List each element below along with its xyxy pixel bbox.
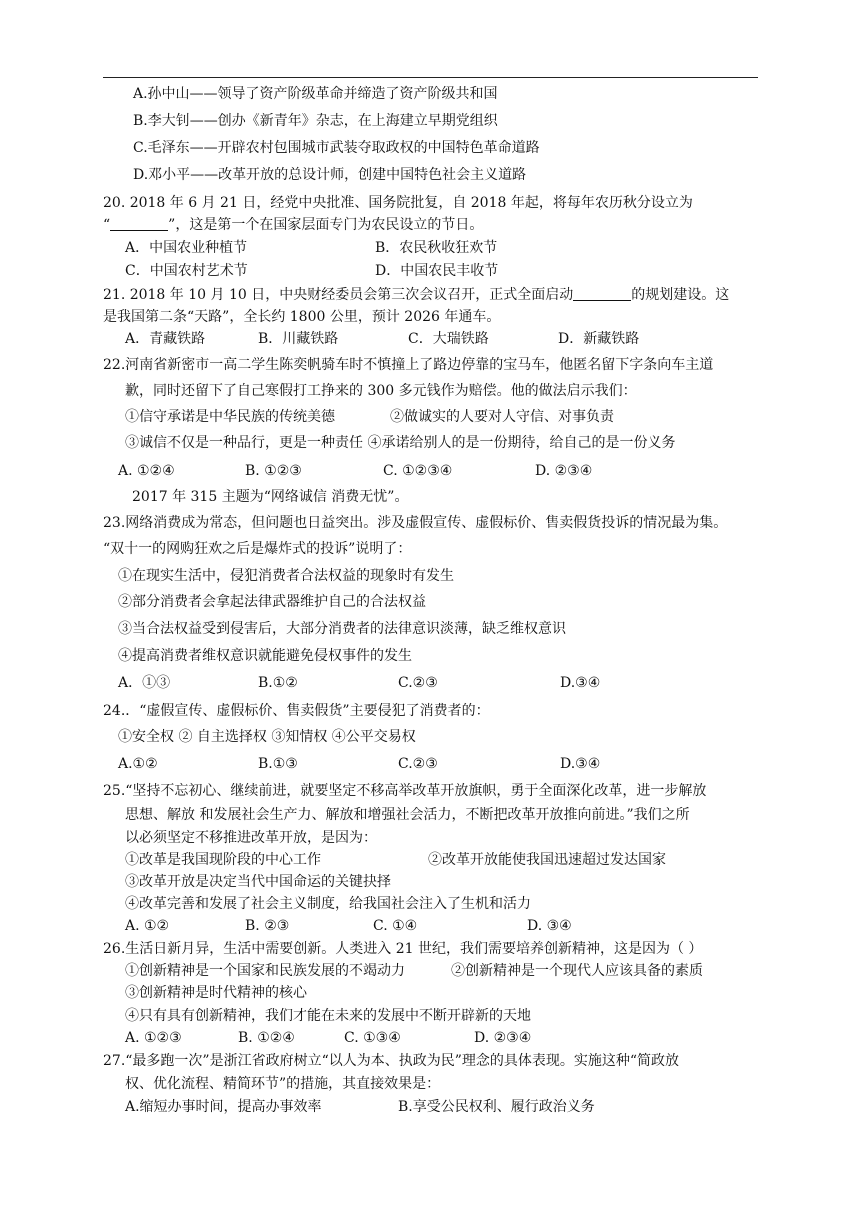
q26-stem: 26.生活日新月异，生活中需要创新。人类进入 21 世纪，我们需要培养创新精神，这是因为（ ） (103, 941, 703, 957)
q22-stem-line1: 22.河南省新密市一高二学生陈奕帆骑车时不慎撞上了路边停靠的宝马车，他匿名留下字条向车主道 (103, 357, 714, 373)
q23-option-a: A．①③ (118, 675, 171, 691)
q26-option-b: B. ①②④ (238, 1030, 295, 1046)
q22-note: 2017 年 315 主题为“网络诚信 消费无忧”。 (132, 489, 409, 505)
q27-option-a: A.缩短办事时间，提高办事效率 (125, 1099, 322, 1115)
q27-stem-line1: 27.“最多跑一次”是浙江省政府树立“以人为本、执政为民”理念的具体表现。实施这种“简政放 (103, 1053, 680, 1069)
q24-option-c: C.②③ (398, 756, 438, 772)
q21-option-c: C．大瑞铁路 (408, 331, 489, 347)
q27-option-b: B.享受公民权利、履行政治义务 (398, 1099, 595, 1115)
q23-option-c: C.②③ (398, 675, 438, 691)
q25-statement-1: ①改革是我国现阶段的中心工作 (125, 852, 321, 868)
q20-option-a: A．中国农业种植节 (125, 240, 248, 256)
q23-stem-line1: 23.网络消费成为常态，但问题也日益突出。涉及虚假宣传、虚假标价、售卖假货投诉的情况最为集。 (103, 515, 728, 531)
q22-option-b: B. ①②③ (245, 463, 302, 479)
q24-option-d: D.③④ (560, 756, 601, 772)
q22-statement-3-4: ③诚信不仅是一种品行，更是一种责任 ④承诺给别人的是一份期待，给自己的是一份义务 (125, 435, 676, 451)
q21-stem-part2: 的规划建设。这 (631, 287, 730, 303)
q26-option-a: A. ①②③ (125, 1030, 182, 1046)
q19-option-c: C.毛泽东——开辟农村包围城市武装夺取政权的中国特色革命道路 (133, 140, 540, 156)
q26-statement-4: ④只有具有创新精神，我们才能在未来的发展中不断开辟新的天地 (125, 1008, 531, 1024)
q21-option-d: D．新藏铁路 (558, 331, 640, 347)
q23-option-d: D.③④ (560, 675, 601, 691)
q23-statement-1: ①在现实生活中，侵犯消费者合法权益的现象时有发生 (118, 568, 454, 584)
q22-statement-2: ②做诚实的人要对人守信、对事负责 (390, 409, 614, 425)
q25-statement-2: ②改革开放能使我国迅速超过发达国家 (428, 852, 666, 868)
q25-option-d: D. ③④ (527, 918, 572, 934)
q21-stem-line2: 是我国第二条“天路”，全长约 1800 公里，预计 2026 年通车。 (103, 309, 501, 325)
q20-stem-line1: 20. 2018 年 6 月 21 日，经党中央批准、国务院批复，自 2018 年起，将每年农历秋分设立为 (103, 195, 693, 211)
q20-open-quote: “ (103, 217, 111, 233)
q24-option-b: B.①③ (258, 756, 298, 772)
q26-statement-3: ③创新精神是时代精神的核心 (125, 985, 307, 1001)
q23-stem-line2: “双十一的网购狂欢之后是爆炸式的投诉”说明了： (103, 541, 412, 557)
q25-statement-4: ④改革完善和发展了社会主义制度，给我国社会注入了生机和活力 (125, 896, 531, 912)
q25-option-a: A. ①② (125, 918, 170, 934)
q23-statement-4: ④提高消费者维权意识就能避免侵权事件的发生 (118, 648, 412, 664)
q25-option-c: C. ①④ (373, 918, 418, 934)
q24-stem: 24.．“虚假宣传、虚假标价、售卖假货”主要侵犯了消费者的： (103, 703, 490, 719)
q20-option-b: B．农民秋收狂欢节 (375, 240, 498, 256)
q21-option-a: A．青藏铁路 (125, 331, 206, 347)
q19-option-a: A.孙中山——领导了资产阶级革命并缔造了资产阶级共和国 (133, 86, 498, 102)
q26-statement-1: ①创新精神是一个国家和民族发展的不竭动力 (125, 963, 405, 979)
q25-option-b: B. ②③ (245, 918, 290, 934)
q26-option-d: D. ②③④ (474, 1030, 532, 1046)
q23-option-b: B.①② (258, 675, 298, 691)
q24-option-a: A.①② (118, 756, 158, 772)
q25-stem-line2: 思想、解放 和发展社会生产力、解放和增强社会活力，不断把改革开放推向前进。”我们之所 (125, 807, 690, 823)
q19-option-b: B.李大钊——创办《新青年》杂志，在上海建立早期党组织 (133, 113, 498, 129)
q21-stem-part1: 21. 2018 年 10 月 10 日，中央财经委员会第三次会议召开，正式全面启动 (103, 287, 574, 303)
q22-stem-line2: 歉，同时还留下了自己寒假打工挣来的 300 多元钱作为赔偿。他的做法启示我们： (125, 383, 637, 399)
q23-statement-3: ③当合法权益受到侵害后，大部分消费者的法律意识淡薄，缺乏维权意识 (118, 621, 566, 637)
q25-stem-line3: 以必须坚定不移推进改革开放，是因为： (125, 830, 377, 846)
q22-option-a: A. ①②④ (118, 463, 175, 479)
q25-stem-line1: 25.“坚持不忘初心、继续前进，就要坚定不移高举改革开放旗帜，勇于全面深化改革，进一步解放 (103, 783, 707, 799)
q21-blank (573, 286, 631, 301)
q20-option-c: C．中国农村艺术节 (125, 263, 248, 279)
q22-statement-1: ①信守承诺是中华民族的传统美德 (125, 409, 335, 425)
q21-option-b: B．川藏铁路 (258, 331, 339, 347)
header-rule (103, 77, 758, 78)
q27-stem-line2: 权、优化流程、精简环节”的措施，其直接效果是： (125, 1076, 441, 1092)
q22-option-c: C. ①②③④ (383, 463, 453, 479)
q20-blank (110, 216, 168, 231)
q23-statement-2: ②部分消费者会拿起法律武器维护自己的合法权益 (118, 594, 426, 610)
q19-option-d: D.邓小平——改革开放的总设计师，创建中国特色社会主义道路 (133, 167, 527, 183)
q20-stem-line2 (103, 215, 483, 235)
q26-statement-2: ②创新精神是一个现代人应该具备的素质 (451, 963, 703, 979)
q20-stem-rest: ”，这是第一个在国家层面专门为农民设立的节日。 (168, 217, 484, 233)
q20-option-d: D．中国农民丰收节 (375, 263, 499, 279)
q21-stem-line1 (103, 285, 729, 305)
q24-statements: ①安全权 ② 自主选择权 ③知情权 ④公平交易权 (118, 729, 416, 745)
q22-option-d: D. ②③④ (535, 463, 593, 479)
q25-statement-3: ③改革开放是决定当代中国命运的关键抉择 (125, 874, 391, 890)
q26-option-c: C. ①③④ (344, 1030, 401, 1046)
